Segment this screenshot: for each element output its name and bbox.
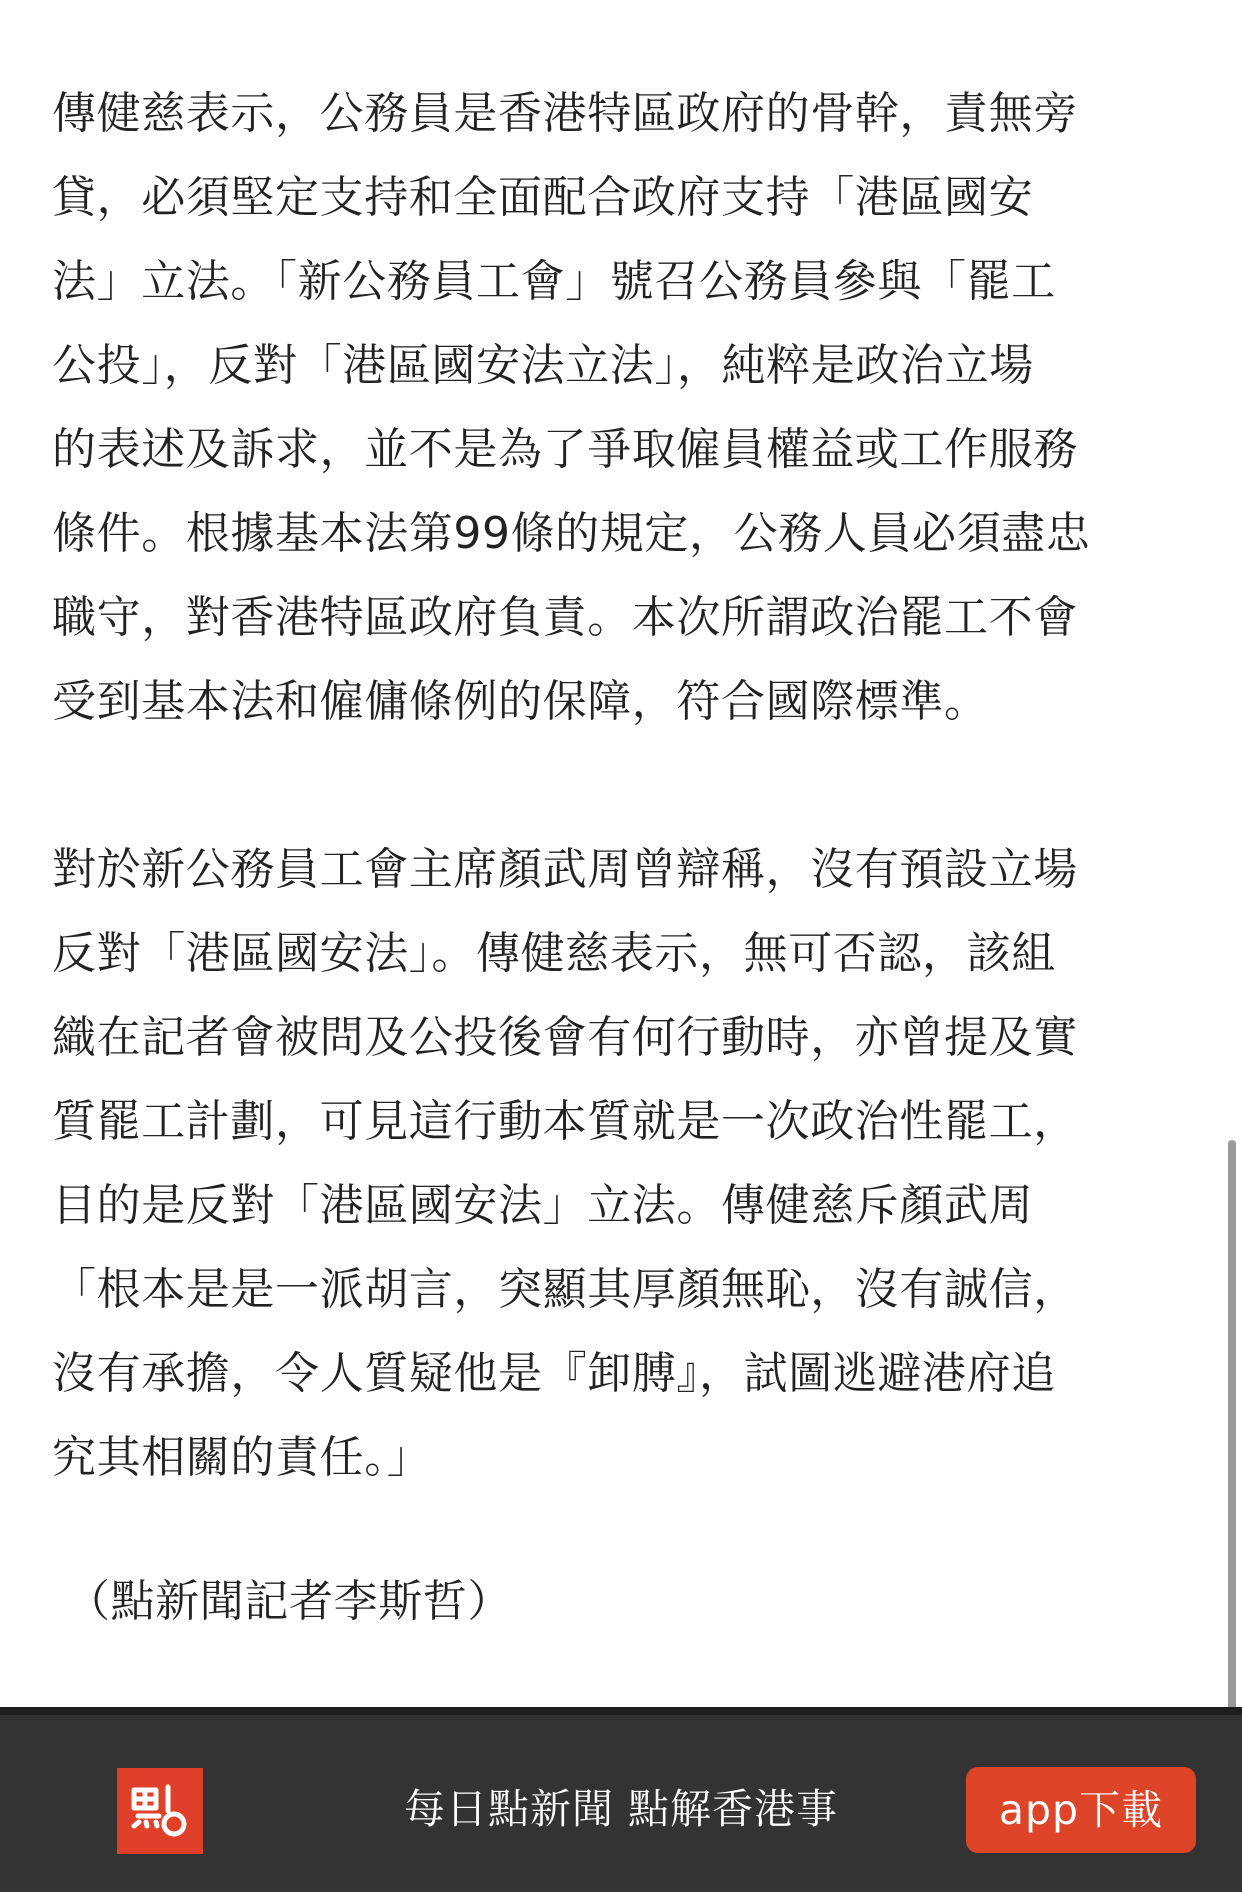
app-download-button[interactable]: app下載 — [966, 1767, 1196, 1853]
banner-slogan: 每日點新聞 點解香港事 — [404, 1785, 839, 1833]
article-paragraph-2: 對於新公務員工會主席顏武周曾辯稱，沒有預設立場 反對「港區國安法」。傳健慈表示，無可否認，該組 織在記者會被問及公投後會有何行動時，亦曾提及實 質罷工計劃，可見這行動本質就是一次政治性罷工， 目的是反對「港區國安法」立法。傳健慈斥顏武周 「根本是是一派胡言，突顯其厚顏無恥，沒有誠信， 沒有承擔，令人質疑他是『卸膊』，試圖逃避港府追 究其相關的責任。」 — [52, 844, 1078, 1483]
article-paragraph-1: 傳健慈表示，公務員是香港特區政府的骨幹，責無旁 貸，必須堅定支持和全面配合政府支持「港區國安 法」立法。「新公務員工會」號召公務員參與「罷工 公投」，反對「港區國安法立法」，純粹是政治立場 的表述及訴求，並不是為了爭取僱員權益或工作服務 條件。根據基本法第99條的規定，公務人員必須盡忠 職守，對香港特區政府負責。本次所謂政治罷工不會 受到基本法和僱傭條例的保障，符合國際標準。 — [52, 88, 1091, 727]
article-body — [52, 72, 1172, 1500]
article-byline: （點新聞記者李斯哲） — [66, 1576, 512, 1627]
page-scrollbar[interactable] — [1228, 1140, 1236, 1720]
dot-news-logo-icon[interactable] — [117, 1768, 203, 1854]
app-download-banner — [0, 1707, 1242, 1892]
